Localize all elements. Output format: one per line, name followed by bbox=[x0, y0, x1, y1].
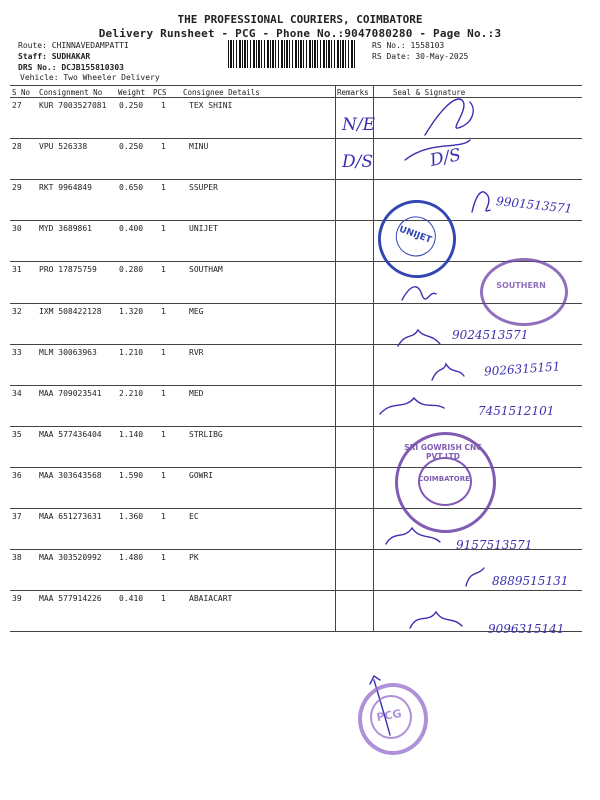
row-consignee: MED bbox=[189, 388, 204, 398]
signature-handwriting: 7451512101 bbox=[478, 404, 555, 418]
row-weight: 0.410 bbox=[119, 594, 144, 604]
signature-39 bbox=[410, 612, 462, 628]
row-sno: 38 bbox=[12, 553, 22, 563]
ink-strokes bbox=[370, 99, 490, 735]
row-pcs: 1 bbox=[161, 101, 166, 110]
row-pcs: 1 bbox=[161, 553, 166, 563]
col-consignment: Consignment No bbox=[39, 88, 103, 97]
row-consignee: MINU bbox=[189, 142, 209, 152]
row-weight: 1.320 bbox=[119, 306, 144, 316]
row-weight: 0.650 bbox=[119, 183, 144, 193]
row-weight: 0.250 bbox=[119, 142, 144, 152]
row-sno: 36 bbox=[12, 470, 22, 480]
row-consignee: ABAIACART bbox=[189, 594, 233, 604]
row-consignment-no: IXM 508422128 bbox=[39, 306, 102, 316]
row-weight: 1.360 bbox=[119, 512, 144, 521]
vehicle-label: Vehicle: Two Wheeler Delivery bbox=[20, 73, 160, 82]
row-consignee: TEX SHINI bbox=[189, 101, 233, 110]
signature-handwriting: 9901513571 bbox=[495, 194, 573, 216]
pcg-stamp bbox=[358, 683, 428, 755]
row-weight: 2.210 bbox=[119, 388, 144, 398]
row-weight: 1.480 bbox=[119, 553, 144, 563]
row-consignment-no: MYD 3689861 bbox=[39, 224, 92, 234]
row-weight: 0.400 bbox=[119, 224, 144, 234]
row-sno: 31 bbox=[12, 265, 22, 275]
row-pcs: 1 bbox=[161, 265, 166, 275]
row-pcs: 1 bbox=[161, 512, 166, 521]
row-pcs: 1 bbox=[161, 594, 166, 604]
southern-stamp-text: SOUTHERN bbox=[496, 281, 546, 290]
row-weight: 1.590 bbox=[119, 470, 144, 480]
route-label: Route: CHINNAVEDAMPATTI bbox=[18, 41, 129, 50]
col-sno: S No bbox=[12, 88, 31, 97]
row-weight: 1.210 bbox=[119, 347, 144, 357]
runsheet-title: Delivery Runsheet - PCG - Phone No.:9047080280 - Page No.:3 bbox=[98, 27, 502, 40]
row-sno: 34 bbox=[12, 388, 22, 398]
signature-27 bbox=[425, 99, 473, 135]
signature-31 bbox=[402, 287, 436, 300]
signature-38 bbox=[466, 568, 484, 586]
row-consignment-no: MAA 303643568 bbox=[39, 470, 102, 480]
signature-handwriting: D/S bbox=[428, 144, 463, 172]
rs-number: RS No.: 1558103 bbox=[372, 41, 445, 50]
row-weight: 1.140 bbox=[119, 429, 144, 439]
row-consignment-no: RKT 9964849 bbox=[39, 183, 92, 193]
row-sno: 35 bbox=[12, 429, 22, 439]
row-consignee: SOUTHAM bbox=[189, 265, 223, 275]
row-consignment-no: VPU 526338 bbox=[39, 142, 88, 152]
signature-33 bbox=[432, 364, 464, 380]
row-consignment-no: MAA 651273631 bbox=[39, 512, 102, 521]
row-consignee: GOWRI bbox=[189, 470, 214, 480]
row-pcs: 1 bbox=[161, 306, 166, 316]
gowrish-stamp-city: COIMBATORE bbox=[418, 475, 470, 483]
row-pcs: 1 bbox=[161, 142, 166, 152]
row-consignment-no: PRO 17875759 bbox=[39, 265, 97, 275]
row-consignee: STRLIBG bbox=[189, 429, 223, 439]
row-weight: 0.280 bbox=[119, 265, 144, 275]
row-consignee: MEG bbox=[189, 306, 204, 316]
row-pcs: 1 bbox=[161, 347, 166, 357]
company-title: THE PROFESSIONAL COURIERS, COIMBATORE bbox=[177, 13, 423, 26]
remark-handwriting: D/S bbox=[342, 152, 374, 172]
staff-label: Staff: SUDHAKAR bbox=[18, 52, 91, 61]
row-consignee: EC bbox=[189, 512, 199, 521]
row-pcs: 1 bbox=[161, 429, 166, 439]
row-sno: 29 bbox=[12, 183, 22, 193]
row-pcs: 1 bbox=[161, 183, 166, 193]
gowrish-stamp bbox=[395, 432, 496, 533]
signature-handwriting: 8889515131 bbox=[492, 574, 569, 588]
unijet-stamp-text: UNIJET bbox=[397, 224, 433, 246]
row-sno: 33 bbox=[12, 347, 22, 357]
drs-label: DRS No.: DCJB155810303 bbox=[18, 63, 124, 72]
row-pcs: 1 bbox=[161, 388, 166, 398]
col-remarks: Remarks bbox=[337, 88, 369, 97]
row-consignment-no: MAA 577436404 bbox=[39, 429, 102, 439]
row-consignment-no: MAA 303520992 bbox=[39, 553, 102, 563]
row-sno: 32 bbox=[12, 306, 22, 316]
signature-handwriting: 9096315141 bbox=[488, 622, 565, 636]
row-consignment-no: MLM 30063963 bbox=[39, 347, 97, 357]
row-sno: 37 bbox=[12, 512, 22, 521]
row-pcs: 1 bbox=[161, 224, 166, 234]
signature-handwriting: 9157513571 bbox=[456, 538, 533, 552]
row-consignee: RVR bbox=[189, 347, 204, 357]
row-consignment-no: MAA 577914226 bbox=[39, 594, 102, 604]
row-consignee: SSUPER bbox=[189, 183, 218, 193]
row-sno: 30 bbox=[12, 224, 22, 234]
col-weight: Weight bbox=[118, 88, 146, 97]
rs-date: RS Date: 30-May-2025 bbox=[372, 52, 469, 61]
row-sno: 28 bbox=[12, 142, 22, 152]
row-consignment-no: MAA 709023541 bbox=[39, 388, 102, 398]
signature-28-stroke bbox=[405, 140, 470, 160]
pcg-stamp-text: PCG bbox=[375, 706, 403, 725]
row-consignee: UNIJET bbox=[189, 224, 218, 234]
southern-stamp bbox=[480, 258, 568, 326]
row-pcs: 1 bbox=[161, 470, 166, 480]
col-pcs: PCS bbox=[153, 88, 167, 97]
row-consignment-no: KUR 7003527081 bbox=[39, 101, 107, 110]
row-consignee: PK bbox=[189, 553, 199, 563]
col-seal-signature: Seal & Signature bbox=[393, 88, 466, 97]
signature-32 bbox=[398, 330, 440, 346]
row-weight: 0.250 bbox=[119, 101, 144, 110]
remark-handwriting: N/E bbox=[342, 115, 376, 135]
gowrish-stamp-text: SRI GOWRISH CNC PVT LTD bbox=[404, 443, 482, 461]
signature-34 bbox=[380, 398, 444, 414]
signature-29 bbox=[472, 192, 490, 212]
signature-handwriting: 9024513571 bbox=[452, 328, 529, 342]
row-sno: 39 bbox=[12, 594, 22, 604]
row-sno: 27 bbox=[12, 101, 22, 110]
col-consignee: Consignee Details bbox=[183, 88, 260, 97]
signature-handwriting: 9026315151 bbox=[483, 359, 561, 379]
